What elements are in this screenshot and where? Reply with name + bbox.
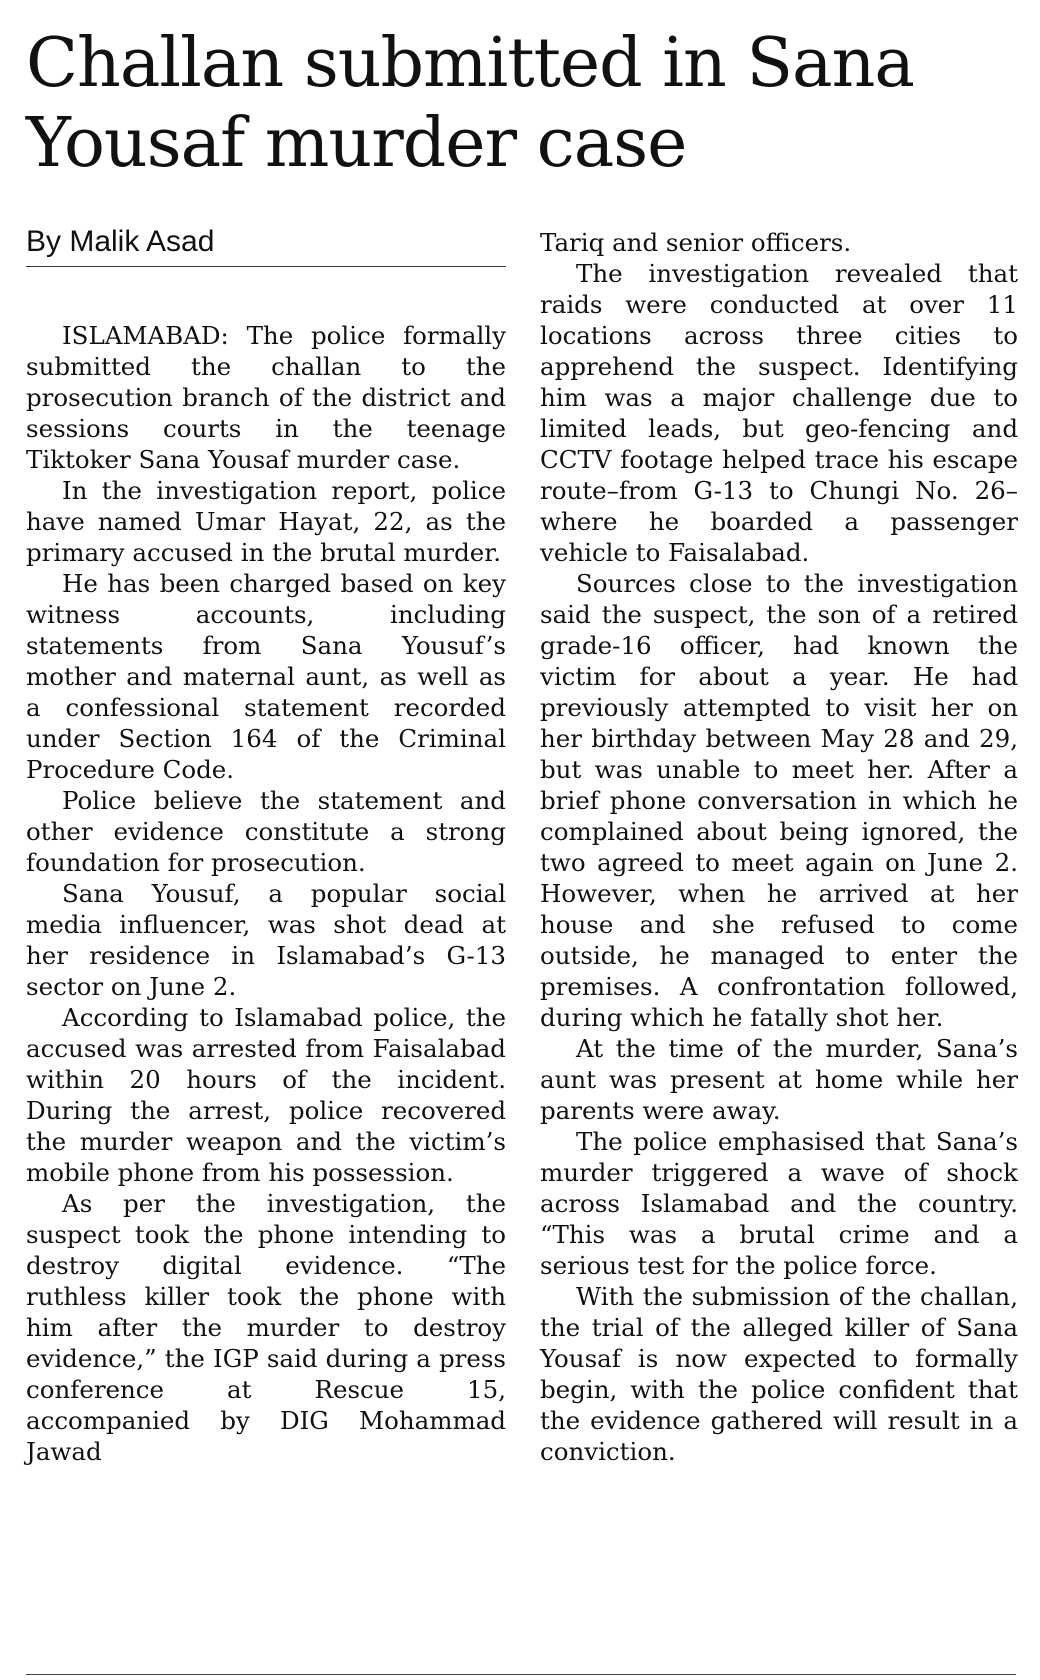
byline: By Malik Asad (26, 222, 506, 267)
paragraph: Police believe the statement and other evidence constitute a strong foundation for prosecution. (26, 786, 506, 877)
paragraph: Sources close to the investigation said the suspect, the son of a retired grade-16 officer, had known the victim for about a year. He had previously attempted to visit her on her birthday between May 28 and 29, but was unable to meet her. After a brief phone conversation in which he complained about being ignored, the two agreed to meet again on June 2. However, when he arrived at her house and she refused to come outside, he managed to enter the premises. A confrontation followed, during which he fatally shot her. (540, 569, 1018, 1032)
paragraph: Sana Yousuf, a popular social media influencer, was shot dead at her residence in Islamabad’s G-13 sector on June 2. (26, 879, 506, 1001)
paragraph: At the time of the murder, Sana’s aunt was present at home while her parents were away. (540, 1034, 1018, 1125)
paragraph: In the investigation report, police have named Umar Hayat, 22, as the primary accused in the brutal murder. (26, 476, 506, 567)
bottom-divider (26, 1674, 1016, 1675)
headline: Challan submitted in Sana Yousaf murder case (26, 24, 914, 183)
paragraph: As per the investigation, the suspect took the phone intending to destroy digital evidence. “The ruthless killer took the phone with him after the murder to destroy evidence,” the IGP said during a press conference at Rescue 15, accompanied by DIG Mohammad Jawad (26, 1189, 506, 1466)
article-column-right (540, 227, 1018, 1467)
paragraph: The police emphasised that Sana’s murder triggered a wave of shock across Islamabad and the country. “This was a brutal crime and a serious test for the police force. (540, 1127, 1018, 1280)
paragraph: With the submission of the challan, the trial of the alleged killer of Sana Yousaf is now expected to formally begin, with the police confident that the evidence gathered will result in a conviction. (540, 1282, 1018, 1466)
paragraph: The investigation revealed that raids were conducted at over 11 locations across three cities to apprehend the suspect. Identifying him was a major challenge due to limited leads, but geo-fencing and CCTV footage helped trace his escape route–from G-13 to Chungi No. 26–where he boarded a passenger vehicle to Faisalabad. (540, 259, 1018, 567)
paragraph: According to Islamabad police, the accused was arrested from Faisalabad within 20 hours of the incident. During the arrest, police recovered the murder weapon and the victim’s mobile phone from his possession. (26, 1003, 506, 1187)
paragraph: ISLAMABAD: The police formally submitted the challan to the prosecution branch of the district and sessions courts in the teenage Tiktoker Sana Yousaf murder case. (26, 321, 506, 474)
article-column-left (26, 320, 506, 1467)
paragraph: He has been charged based on key witness accounts, including statements from Sana Yousuf’s mother and maternal aunt, as well as a confessional statement recorded under Section 164 of the Criminal Procedure Code. (26, 569, 506, 784)
paragraph-continuation: Tariq and senior officers. (540, 228, 852, 257)
